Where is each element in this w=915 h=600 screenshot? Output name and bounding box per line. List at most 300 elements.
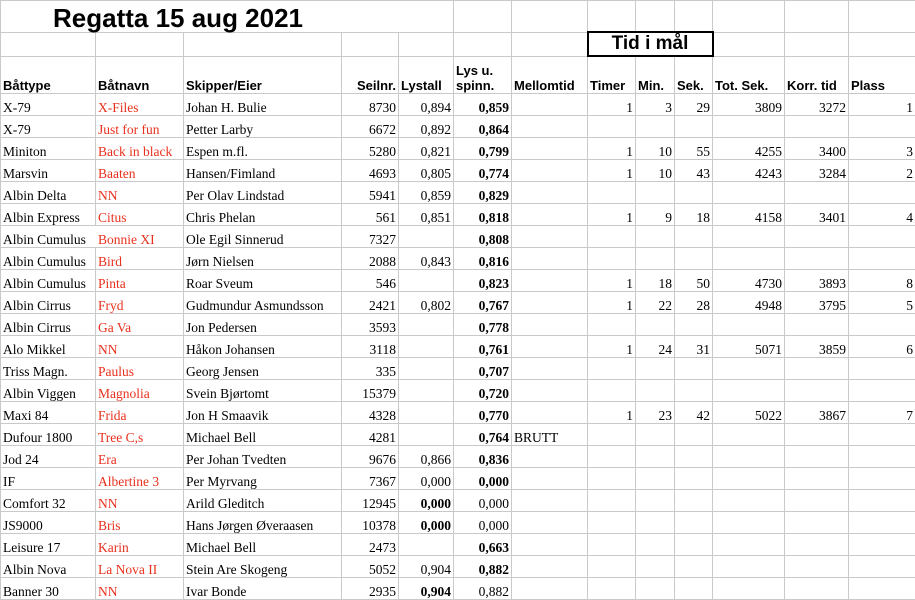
cell-lys-u-spinn[interactable]: 0,000 — [454, 468, 512, 490]
header-seilnr[interactable]: Seilnr. — [342, 56, 399, 94]
cell-baatnavn[interactable]: La Nova II — [96, 556, 184, 578]
cell-lystall[interactable] — [399, 226, 454, 248]
cell-baattype[interactable]: Leisure 17 — [1, 534, 96, 556]
cell-baatnavn[interactable]: Era — [96, 446, 184, 468]
cell-lystall[interactable]: 0,000 — [399, 512, 454, 534]
cell-baattype[interactable]: Albin Express — [1, 204, 96, 226]
cell[interactable] — [399, 1, 454, 33]
cell-min[interactable]: 10 — [636, 138, 675, 160]
cell-mellomtid[interactable] — [512, 116, 588, 138]
cell-seilnr[interactable]: 561 — [342, 204, 399, 226]
cell-timer[interactable] — [588, 358, 636, 380]
cell-baattype[interactable]: Marsvin — [1, 160, 96, 182]
cell-tot-sek[interactable] — [713, 490, 785, 512]
cell-lys-u-spinn[interactable]: 0,778 — [454, 314, 512, 336]
cell-plass[interactable] — [849, 468, 915, 490]
cell-seilnr[interactable]: 4693 — [342, 160, 399, 182]
cell-mellomtid[interactable] — [512, 578, 588, 600]
cell[interactable] — [785, 1, 849, 33]
cell-plass[interactable] — [849, 490, 915, 512]
cell[interactable] — [713, 1, 785, 33]
cell-timer[interactable] — [588, 424, 636, 446]
cell-lystall[interactable]: 0,904 — [399, 578, 454, 600]
cell-korr-tid[interactable] — [785, 512, 849, 534]
cell-sek[interactable] — [675, 226, 713, 248]
cell-skipper[interactable]: Per Olav Lindstad — [184, 182, 342, 204]
cell-plass[interactable] — [849, 182, 915, 204]
cell-seilnr[interactable]: 12945 — [342, 490, 399, 512]
cell-baattype[interactable]: X-79 — [1, 94, 96, 116]
cell-lys-u-spinn[interactable]: 0,000 — [454, 490, 512, 512]
cell-sek[interactable] — [675, 446, 713, 468]
cell[interactable] — [454, 32, 512, 56]
cell-min[interactable]: 18 — [636, 270, 675, 292]
cell-lystall[interactable]: 0,894 — [399, 94, 454, 116]
cell-mellomtid[interactable] — [512, 204, 588, 226]
cell-mellomtid[interactable] — [512, 248, 588, 270]
cell-mellomtid[interactable] — [512, 534, 588, 556]
cell-min[interactable] — [636, 116, 675, 138]
cell-plass[interactable]: 3 — [849, 138, 915, 160]
cell-seilnr[interactable]: 3118 — [342, 336, 399, 358]
cell-baatnavn[interactable]: X-Files — [96, 94, 184, 116]
cell-tot-sek[interactable] — [713, 358, 785, 380]
cell-mellomtid[interactable] — [512, 512, 588, 534]
cell[interactable] — [1, 32, 96, 56]
cell-baatnavn[interactable]: Paulus — [96, 358, 184, 380]
cell-baattype[interactable]: Albin Cirrus — [1, 314, 96, 336]
cell-min[interactable] — [636, 556, 675, 578]
cell-seilnr[interactable]: 546 — [342, 270, 399, 292]
cell-min[interactable]: 3 — [636, 94, 675, 116]
cell-korr-tid[interactable]: 3284 — [785, 160, 849, 182]
cell-skipper[interactable]: Håkon Johansen — [184, 336, 342, 358]
cell-mellomtid[interactable] — [512, 226, 588, 248]
cell-korr-tid[interactable]: 3867 — [785, 402, 849, 424]
cell-baattype[interactable]: Comfort 32 — [1, 490, 96, 512]
cell-baatnavn[interactable]: Fryd — [96, 292, 184, 314]
cell-lys-u-spinn[interactable]: 0,799 — [454, 138, 512, 160]
cell-sek[interactable] — [675, 314, 713, 336]
cell-tot-sek[interactable] — [713, 248, 785, 270]
cell-min[interactable] — [636, 314, 675, 336]
cell-korr-tid[interactable] — [785, 534, 849, 556]
cell-skipper[interactable]: Roar Sveum — [184, 270, 342, 292]
cell-skipper[interactable]: Ivar Bonde — [184, 578, 342, 600]
cell-lys-u-spinn[interactable]: 0,000 — [454, 512, 512, 534]
cell-baatnavn[interactable]: NN — [96, 336, 184, 358]
cell-sek[interactable] — [675, 380, 713, 402]
cell-baattype[interactable]: Banner 30 — [1, 578, 96, 600]
cell-lystall[interactable]: 0,843 — [399, 248, 454, 270]
cell-lystall[interactable]: 0,805 — [399, 160, 454, 182]
cell-seilnr[interactable]: 2935 — [342, 578, 399, 600]
cell-min[interactable]: 9 — [636, 204, 675, 226]
cell-sek[interactable]: 50 — [675, 270, 713, 292]
cell-min[interactable] — [636, 182, 675, 204]
cell-baatnavn[interactable]: Bird — [96, 248, 184, 270]
cell-seilnr[interactable]: 9676 — [342, 446, 399, 468]
cell-sek[interactable]: 55 — [675, 138, 713, 160]
cell-korr-tid[interactable] — [785, 490, 849, 512]
cell-seilnr[interactable]: 8730 — [342, 94, 399, 116]
header-lystall[interactable]: Lystall — [399, 56, 454, 94]
cell-plass[interactable] — [849, 226, 915, 248]
cell-korr-tid[interactable] — [785, 314, 849, 336]
cell-baatnavn[interactable]: Baaten — [96, 160, 184, 182]
cell-sek[interactable] — [675, 182, 713, 204]
header-sek[interactable]: Sek. — [675, 56, 713, 94]
cell-plass[interactable] — [849, 578, 915, 600]
cell-seilnr[interactable]: 5941 — [342, 182, 399, 204]
cell-min[interactable] — [636, 248, 675, 270]
cell-tot-sek[interactable]: 4948 — [713, 292, 785, 314]
cell-baatnavn[interactable]: Ga Va — [96, 314, 184, 336]
cell-seilnr[interactable]: 3593 — [342, 314, 399, 336]
cell-lystall[interactable] — [399, 314, 454, 336]
cell-lystall[interactable]: 0,000 — [399, 490, 454, 512]
cell-korr-tid[interactable] — [785, 116, 849, 138]
cell-sek[interactable] — [675, 556, 713, 578]
cell-skipper[interactable]: Espen m.fl. — [184, 138, 342, 160]
cell-mellomtid[interactable] — [512, 358, 588, 380]
cell-seilnr[interactable]: 10378 — [342, 512, 399, 534]
cell-baattype[interactable]: JS9000 — [1, 512, 96, 534]
cell-skipper[interactable]: Petter Larby — [184, 116, 342, 138]
cell-lystall[interactable]: 0,821 — [399, 138, 454, 160]
cell-baatnavn[interactable]: Just for fun — [96, 116, 184, 138]
cell-baatnavn[interactable]: Bris — [96, 512, 184, 534]
cell-sek[interactable] — [675, 534, 713, 556]
cell-plass[interactable] — [849, 534, 915, 556]
cell-baattype[interactable]: Jod 24 — [1, 446, 96, 468]
cell-min[interactable] — [636, 534, 675, 556]
cell-skipper[interactable]: Hansen/Fimland — [184, 160, 342, 182]
cell-seilnr[interactable]: 7327 — [342, 226, 399, 248]
header-baattype[interactable]: Båttype — [1, 56, 96, 94]
cell-min[interactable] — [636, 490, 675, 512]
cell-lys-u-spinn[interactable]: 0,829 — [454, 182, 512, 204]
cell-tot-sek[interactable] — [713, 446, 785, 468]
cell-tot-sek[interactable]: 4158 — [713, 204, 785, 226]
header-timer[interactable]: Timer — [588, 56, 636, 94]
cell-lys-u-spinn[interactable]: 0,770 — [454, 402, 512, 424]
cell[interactable] — [184, 32, 342, 56]
cell-sek[interactable]: 31 — [675, 336, 713, 358]
cell-min[interactable] — [636, 512, 675, 534]
cell-korr-tid[interactable]: 3795 — [785, 292, 849, 314]
cell-lystall[interactable] — [399, 358, 454, 380]
cell-min[interactable]: 24 — [636, 336, 675, 358]
cell-seilnr[interactable]: 335 — [342, 358, 399, 380]
cell[interactable] — [399, 32, 454, 56]
cell-baattype[interactable]: Albin Viggen — [1, 380, 96, 402]
cell-timer[interactable] — [588, 314, 636, 336]
cell[interactable] — [96, 32, 184, 56]
cell-plass[interactable] — [849, 314, 915, 336]
cell-lys-u-spinn[interactable]: 0,761 — [454, 336, 512, 358]
cell-seilnr[interactable]: 6672 — [342, 116, 399, 138]
cell-mellomtid[interactable] — [512, 182, 588, 204]
cell[interactable] — [785, 32, 849, 56]
cell-mellomtid[interactable] — [512, 336, 588, 358]
cell-sek[interactable]: 28 — [675, 292, 713, 314]
cell-plass[interactable] — [849, 116, 915, 138]
cell-min[interactable] — [636, 468, 675, 490]
cell-baatnavn[interactable]: Albertine 3 — [96, 468, 184, 490]
cell-seilnr[interactable]: 15379 — [342, 380, 399, 402]
cell-plass[interactable]: 8 — [849, 270, 915, 292]
cell-sek[interactable] — [675, 424, 713, 446]
cell-plass[interactable] — [849, 556, 915, 578]
cell-plass[interactable] — [849, 358, 915, 380]
cell-skipper[interactable]: Jon Pedersen — [184, 314, 342, 336]
cell-sek[interactable] — [675, 578, 713, 600]
cell-korr-tid[interactable] — [785, 380, 849, 402]
cell-tot-sek[interactable] — [713, 314, 785, 336]
cell[interactable] — [588, 1, 636, 33]
cell-timer[interactable]: 1 — [588, 270, 636, 292]
cell-seilnr[interactable]: 4281 — [342, 424, 399, 446]
cell-timer[interactable] — [588, 534, 636, 556]
cell-timer[interactable]: 1 — [588, 336, 636, 358]
cell-timer[interactable]: 1 — [588, 94, 636, 116]
cell-skipper[interactable]: Per Johan Tvedten — [184, 446, 342, 468]
cell-timer[interactable] — [588, 116, 636, 138]
cell-plass[interactable] — [849, 446, 915, 468]
cell-skipper[interactable]: Per Myrvang — [184, 468, 342, 490]
cell-sek[interactable] — [675, 358, 713, 380]
cell-lys-u-spinn[interactable]: 0,816 — [454, 248, 512, 270]
header-lys-u-spinn[interactable]: Lys u. spinn. — [454, 56, 512, 94]
cell-lys-u-spinn[interactable]: 0,864 — [454, 116, 512, 138]
cell-tot-sek[interactable]: 4243 — [713, 160, 785, 182]
cell-lys-u-spinn[interactable]: 0,882 — [454, 556, 512, 578]
cell-lystall[interactable] — [399, 270, 454, 292]
cell-baattype[interactable]: Maxi 84 — [1, 402, 96, 424]
cell-baattype[interactable]: Albin Cirrus — [1, 292, 96, 314]
cell-lystall[interactable] — [399, 380, 454, 402]
cell-baatnavn[interactable]: NN — [96, 578, 184, 600]
cell-seilnr[interactable]: 2088 — [342, 248, 399, 270]
cell-mellomtid[interactable] — [512, 446, 588, 468]
cell-min[interactable]: 22 — [636, 292, 675, 314]
cell-tot-sek[interactable] — [713, 424, 785, 446]
cell-baattype[interactable]: X-79 — [1, 116, 96, 138]
cell-skipper[interactable]: Ole Egil Sinnerud — [184, 226, 342, 248]
cell-seilnr[interactable]: 5280 — [342, 138, 399, 160]
cell-min[interactable] — [636, 446, 675, 468]
cell-baatnavn[interactable]: Karin — [96, 534, 184, 556]
cell[interactable] — [713, 32, 785, 56]
cell-baattype[interactable]: Miniton — [1, 138, 96, 160]
cell-mellomtid[interactable] — [512, 138, 588, 160]
cell-lystall[interactable]: 0,802 — [399, 292, 454, 314]
cell[interactable] — [849, 32, 915, 56]
cell-seilnr[interactable]: 2421 — [342, 292, 399, 314]
cell-timer[interactable]: 1 — [588, 160, 636, 182]
cell-lystall[interactable] — [399, 402, 454, 424]
cell-min[interactable] — [636, 226, 675, 248]
cell-skipper[interactable]: Jørn Nielsen — [184, 248, 342, 270]
cell-timer[interactable] — [588, 248, 636, 270]
cell-skipper[interactable]: Georg Jensen — [184, 358, 342, 380]
cell-plass[interactable]: 5 — [849, 292, 915, 314]
cell-lys-u-spinn[interactable]: 0,808 — [454, 226, 512, 248]
cell[interactable] — [849, 1, 915, 33]
cell-korr-tid[interactable] — [785, 248, 849, 270]
cell-timer[interactable] — [588, 446, 636, 468]
cell-lystall[interactable]: 0,866 — [399, 446, 454, 468]
cell-lys-u-spinn[interactable]: 0,882 — [454, 578, 512, 600]
cell-baatnavn[interactable]: Frida — [96, 402, 184, 424]
cell-timer[interactable] — [588, 380, 636, 402]
cell-skipper[interactable]: Svein Bjørtomt — [184, 380, 342, 402]
cell-lystall[interactable] — [399, 534, 454, 556]
cell-min[interactable]: 23 — [636, 402, 675, 424]
cell[interactable] — [636, 1, 675, 33]
cell-korr-tid[interactable]: 3893 — [785, 270, 849, 292]
cell-skipper[interactable]: Chris Phelan — [184, 204, 342, 226]
cell-min[interactable] — [636, 358, 675, 380]
cell-mellomtid[interactable] — [512, 490, 588, 512]
cell-mellomtid[interactable] — [512, 468, 588, 490]
cell-tot-sek[interactable]: 5071 — [713, 336, 785, 358]
cell-mellomtid[interactable] — [512, 380, 588, 402]
cell-plass[interactable] — [849, 424, 915, 446]
cell-mellomtid[interactable] — [512, 270, 588, 292]
cell-korr-tid[interactable] — [785, 358, 849, 380]
cell-seilnr[interactable]: 2473 — [342, 534, 399, 556]
cell-lys-u-spinn[interactable]: 0,859 — [454, 94, 512, 116]
header-min[interactable]: Min. — [636, 56, 675, 94]
cell-sek[interactable] — [675, 468, 713, 490]
cell-korr-tid[interactable] — [785, 182, 849, 204]
cell-baatnavn[interactable]: Back in black — [96, 138, 184, 160]
cell-mellomtid[interactable] — [512, 402, 588, 424]
cell-tot-sek[interactable] — [713, 116, 785, 138]
cell-tot-sek[interactable] — [713, 578, 785, 600]
cell-timer[interactable]: 1 — [588, 138, 636, 160]
cell-tot-sek[interactable] — [713, 556, 785, 578]
cell-sek[interactable] — [675, 490, 713, 512]
cell-tot-sek[interactable] — [713, 468, 785, 490]
cell-lys-u-spinn[interactable]: 0,836 — [454, 446, 512, 468]
cell-tot-sek[interactable]: 4730 — [713, 270, 785, 292]
cell-tot-sek[interactable] — [713, 534, 785, 556]
cell-lystall[interactable]: 0,851 — [399, 204, 454, 226]
cell-min[interactable] — [636, 578, 675, 600]
cell-baattype[interactable]: Albin Delta — [1, 182, 96, 204]
cell-timer[interactable] — [588, 468, 636, 490]
cell-plass[interactable] — [849, 512, 915, 534]
cell-sek[interactable]: 18 — [675, 204, 713, 226]
cell-mellomtid[interactable] — [512, 94, 588, 116]
cell-baatnavn[interactable]: Pinta — [96, 270, 184, 292]
cell-lystall[interactable] — [399, 336, 454, 358]
cell-korr-tid[interactable] — [785, 556, 849, 578]
cell-sek[interactable]: 42 — [675, 402, 713, 424]
cell-skipper[interactable]: Michael Bell — [184, 424, 342, 446]
cell-timer[interactable]: 1 — [588, 204, 636, 226]
cell-mellomtid[interactable] — [512, 292, 588, 314]
cell-lystall[interactable] — [399, 424, 454, 446]
cell-baatnavn[interactable]: Tree C,s — [96, 424, 184, 446]
cell-mellomtid[interactable]: BRUTT — [512, 424, 588, 446]
cell-tot-sek[interactable] — [713, 512, 785, 534]
cell-skipper[interactable]: Johan H. Bulie — [184, 94, 342, 116]
cell-plass[interactable] — [849, 248, 915, 270]
cell-timer[interactable] — [588, 578, 636, 600]
cell-tot-sek[interactable]: 5022 — [713, 402, 785, 424]
cell-sek[interactable] — [675, 512, 713, 534]
cell-mellomtid[interactable] — [512, 556, 588, 578]
cell-sek[interactable] — [675, 248, 713, 270]
cell-baatnavn[interactable]: NN — [96, 182, 184, 204]
cell-tot-sek[interactable] — [713, 380, 785, 402]
cell-lystall[interactable]: 0,904 — [399, 556, 454, 578]
cell-korr-tid[interactable] — [785, 424, 849, 446]
cell-lys-u-spinn[interactable]: 0,823 — [454, 270, 512, 292]
cell-baattype[interactable]: Albin Cumulus — [1, 226, 96, 248]
cell-lys-u-spinn[interactable]: 0,707 — [454, 358, 512, 380]
cell-plass[interactable] — [849, 380, 915, 402]
cell[interactable] — [454, 1, 512, 33]
cell-timer[interactable] — [588, 512, 636, 534]
cell-lystall[interactable]: 0,892 — [399, 116, 454, 138]
cell-mellomtid[interactable] — [512, 160, 588, 182]
cell-timer[interactable]: 1 — [588, 292, 636, 314]
cell-min[interactable] — [636, 380, 675, 402]
cell-korr-tid[interactable] — [785, 468, 849, 490]
header-mellomtid[interactable]: Mellomtid — [512, 56, 588, 94]
cell-lystall[interactable]: 0,000 — [399, 468, 454, 490]
cell-lys-u-spinn[interactable]: 0,720 — [454, 380, 512, 402]
cell-skipper[interactable]: Stein Are Skogeng — [184, 556, 342, 578]
cell-lys-u-spinn[interactable]: 0,774 — [454, 160, 512, 182]
cell-lys-u-spinn[interactable]: 0,764 — [454, 424, 512, 446]
cell-plass[interactable]: 2 — [849, 160, 915, 182]
cell-korr-tid[interactable] — [785, 226, 849, 248]
cell-min[interactable] — [636, 424, 675, 446]
cell-baattype[interactable]: Albin Nova — [1, 556, 96, 578]
cell-korr-tid[interactable] — [785, 578, 849, 600]
cell[interactable] — [512, 32, 588, 56]
cell-timer[interactable]: 1 — [588, 402, 636, 424]
cell-min[interactable]: 10 — [636, 160, 675, 182]
cell-mellomtid[interactable] — [512, 314, 588, 336]
cell-baattype[interactable]: IF — [1, 468, 96, 490]
cell-korr-tid[interactable]: 3859 — [785, 336, 849, 358]
cell-plass[interactable]: 1 — [849, 94, 915, 116]
sheet-title[interactable]: Regatta 15 aug 2021 — [1, 1, 399, 33]
cell[interactable] — [512, 1, 588, 33]
header-skipper[interactable]: Skipper/Eier — [184, 56, 342, 94]
cell[interactable] — [342, 32, 399, 56]
cell-sek[interactable]: 29 — [675, 94, 713, 116]
cell-baattype[interactable]: Albin Cumulus — [1, 248, 96, 270]
cell-lys-u-spinn[interactable]: 0,767 — [454, 292, 512, 314]
cell-seilnr[interactable]: 7367 — [342, 468, 399, 490]
cell-timer[interactable] — [588, 556, 636, 578]
cell-tot-sek[interactable]: 4255 — [713, 138, 785, 160]
cell-lys-u-spinn[interactable]: 0,663 — [454, 534, 512, 556]
cell-plass[interactable]: 7 — [849, 402, 915, 424]
cell-timer[interactable] — [588, 182, 636, 204]
cell-seilnr[interactable]: 4328 — [342, 402, 399, 424]
cell-baatnavn[interactable]: Bonnie XI — [96, 226, 184, 248]
header-tot-sek[interactable]: Tot. Sek. — [713, 56, 785, 94]
